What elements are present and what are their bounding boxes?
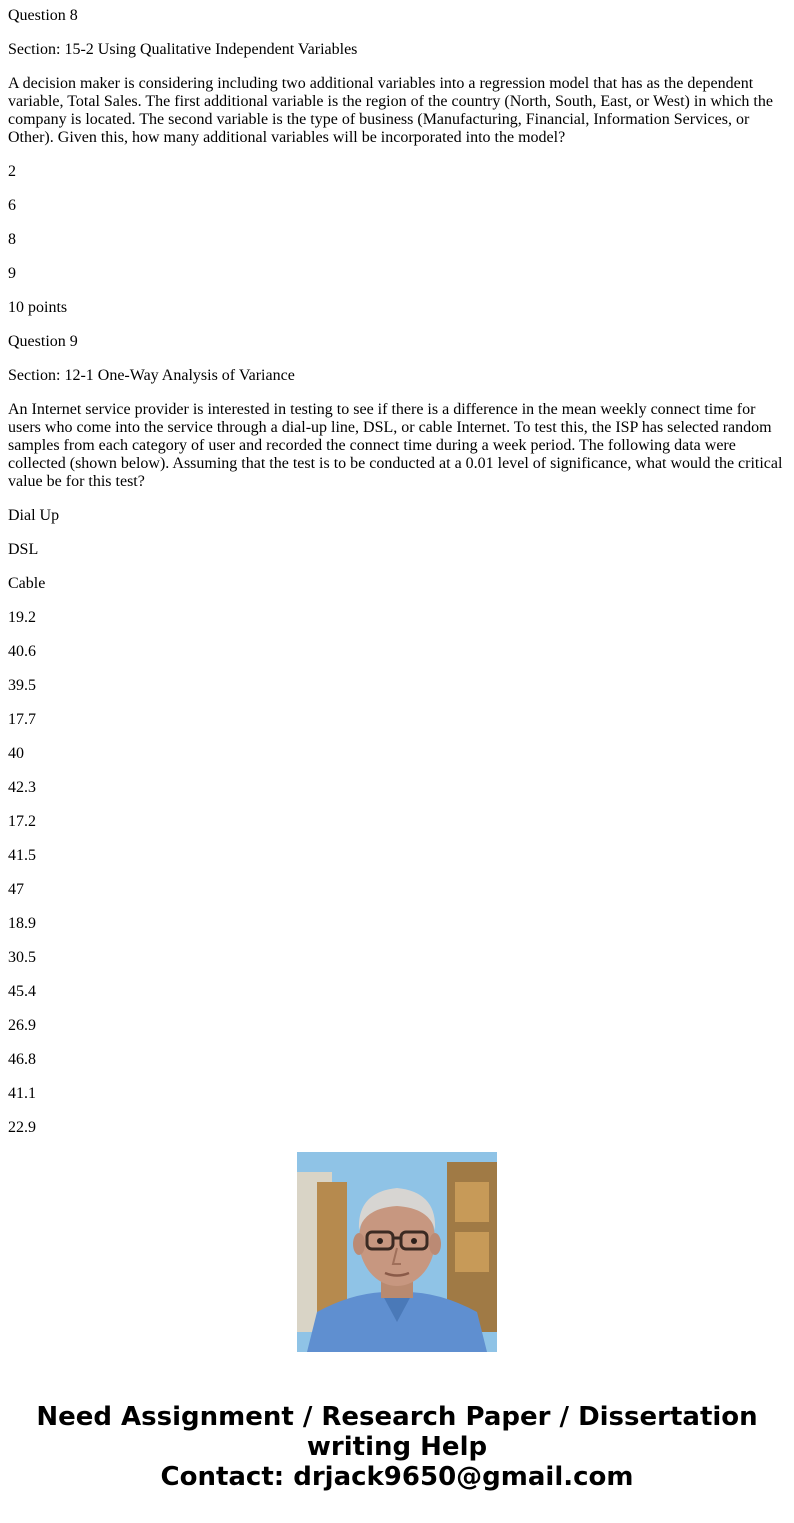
question-9-section: Section: 12-1 One-Way Analysis of Variance: [8, 367, 295, 384]
data-value: 22.9: [8, 1119, 36, 1136]
question-8-title: Question 8: [8, 7, 78, 24]
data-value: 47: [8, 881, 24, 898]
question-9-text: An Internet service provider is interested in testing to see if there is a difference in the mean weekly connect time for users who come into the service through a dial-up line, DSL, or cable Internet. To test this, the ISP has selected random samples from each category of user and recorded the connect time during a week period. The following data were collected (shown below). Assuming that the test is to be conducted at a 0.01 level of significance, what would the critical value be for this test?: [8, 401, 783, 490]
data-value: 42.3: [8, 779, 36, 796]
data-value: 40: [8, 745, 24, 762]
data-value: 46.8: [8, 1051, 36, 1068]
data-value: 41.1: [8, 1085, 36, 1102]
question-8-text: A decision maker is considering including two additional variables into a regression model that has as the dependent variable, Total Sales. The first additional variable is the region of the country (North, South, East, or West) in which the company is located. The second variable is the type of business (Manufacturing, Financial, Information Services, or Other). Given this, how many additional variables will be incorporated into the model?: [8, 75, 773, 146]
promo-text: [0, 1402, 794, 1492]
promo-line-1: Need Assignment / Research Paper / Dissertation: [36, 1402, 758, 1432]
question-8-option: 2: [8, 163, 16, 180]
data-value: 30.5: [8, 949, 36, 966]
question-8-option: 9: [8, 265, 16, 282]
data-value: 17.7: [8, 711, 36, 728]
data-value: 26.9: [8, 1017, 36, 1034]
data-value: 18.9: [8, 915, 36, 932]
promo-contact: Contact: drjack9650@gmail.com: [160, 1462, 634, 1492]
question-9-title: Question 9: [8, 333, 78, 350]
question-8-option: 8: [8, 231, 16, 248]
data-value: 41.5: [8, 847, 36, 864]
data-value: 17.2: [8, 813, 36, 830]
table-header-cable: Cable: [8, 575, 46, 592]
author-photo-icon: [297, 1152, 497, 1352]
document-body: [8, 0, 786, 1136]
promo-line-2: writing Help: [306, 1432, 488, 1462]
data-value: 39.5: [8, 677, 36, 694]
question-8-option: 6: [8, 197, 16, 214]
data-value: 45.4: [8, 983, 36, 1000]
question-8-section: Section: 15-2 Using Qualitative Independent Variables: [8, 41, 358, 58]
data-value: 40.6: [8, 643, 36, 660]
promo-banner: [0, 1152, 794, 1523]
table-header-dial-up: Dial Up: [8, 507, 60, 524]
question-8-points: 10 points: [8, 299, 68, 316]
table-header-dsl: DSL: [8, 541, 39, 558]
data-value: 19.2: [8, 609, 36, 626]
